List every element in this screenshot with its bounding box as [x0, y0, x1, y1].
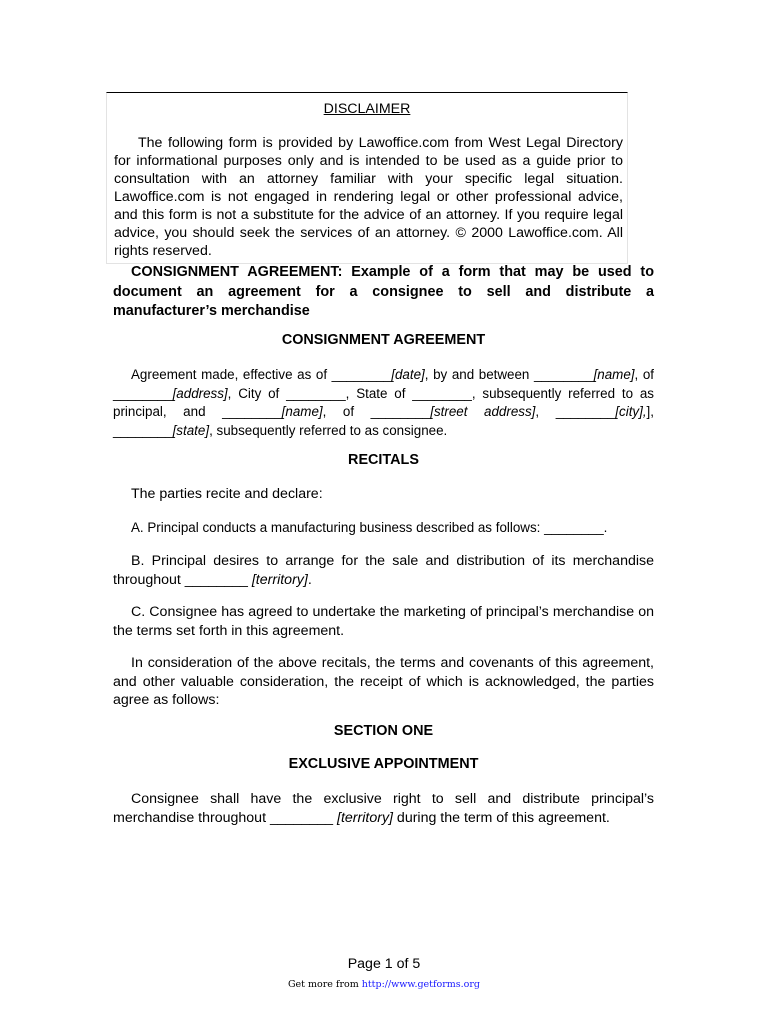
consideration-paragraph: In consideration of the above recitals, the terms and covenants of this agreement, and other valuable consideration, the receipt of which is acknowledged, the parties agree as follows: [113, 655, 654, 709]
getforms-link[interactable]: http://www.getforms.org [361, 979, 481, 990]
recitals-heading: RECITALS [348, 452, 419, 468]
recitals-intro: The parties recite and declare: [131, 486, 323, 502]
section-one-text: Consignee shall have the exclusive right to sell and distribute principal’s merchandise throughout ________ [113, 791, 654, 826]
page-number: Page 1 of 5 [347, 956, 421, 972]
section-one-text: during the term of this agreement. [392, 810, 610, 826]
agreement-text: , ________ [535, 404, 616, 420]
name-placeholder: [name] [593, 367, 635, 382]
agreement-text: , subsequently referred to as consignee. [209, 422, 448, 438]
section-one-heading: SECTION ONE [333, 723, 434, 739]
agreement-paragraph [113, 366, 654, 440]
agreement-text: , of ________ [322, 404, 431, 420]
territory-placeholder: [territory] [337, 810, 393, 826]
city-placeholder: [city], [615, 404, 647, 420]
territory-placeholder: [territory] [251, 572, 308, 588]
recital-b-text: B. Principal desires to arrange for the sale and distribution of its merchandise throughout ________ [113, 553, 654, 588]
agreement-text: , City of ________, State of ________, subsequently referred to as principal, and ________ [113, 385, 654, 420]
document-title: CONSIGNMENT AGREEMENT [281, 332, 486, 348]
recital-a: A. Principal conducts a manufacturing business described as follows: ________. [131, 520, 608, 535]
disclaimer-title: DISCLAIMER [323, 101, 411, 117]
disclaimer-box [106, 92, 628, 264]
agreement-text: Agreement made, effective as of ________ [131, 367, 392, 382]
street-placeholder: [street address] [430, 404, 536, 420]
date-placeholder: [date] [391, 367, 425, 382]
agreement-text: , of ________ [113, 367, 654, 401]
recital-c: C. Consignee has agreed to undertake the marketing of principal’s merchandise on the terms set forth in this agreement. [113, 604, 654, 639]
state-placeholder: [state] [172, 422, 210, 438]
get-more-footer [0, 979, 768, 990]
address-placeholder: [address] [172, 385, 228, 401]
section-one-paragraph [113, 790, 654, 828]
intro-heading: CONSIGNMENT AGREEMENT: Example of a form that may be used to document an agreement for a consignee to sell and distribute a manufacturer’s merchandise [113, 264, 654, 319]
agreement-text: , by and between ________ [424, 367, 594, 382]
recital-b [113, 552, 654, 590]
get-more-text: Get more from [287, 979, 362, 990]
disclaimer-body: The following form is provided by Lawoffice.com from West Legal Directory for informational purposes only and is intended to be used as a guide prior to consultation with an attorney familiar with your specific legal situation. Lawoffice.com is not engaged in rendering legal or other professional advice, and this form is not a substitute for the advice of an attorney. If you require legal advice, you should seek the services of an attorney. © 2000 Lawoffice.com. All rights reserved. [114, 135, 623, 259]
recital-b-end: . [307, 572, 312, 588]
name-placeholder: [name] [281, 404, 323, 420]
section-one-subheading: EXCLUSIVE APPOINTMENT [288, 756, 479, 772]
agreement-text: ], ________ [113, 404, 654, 438]
